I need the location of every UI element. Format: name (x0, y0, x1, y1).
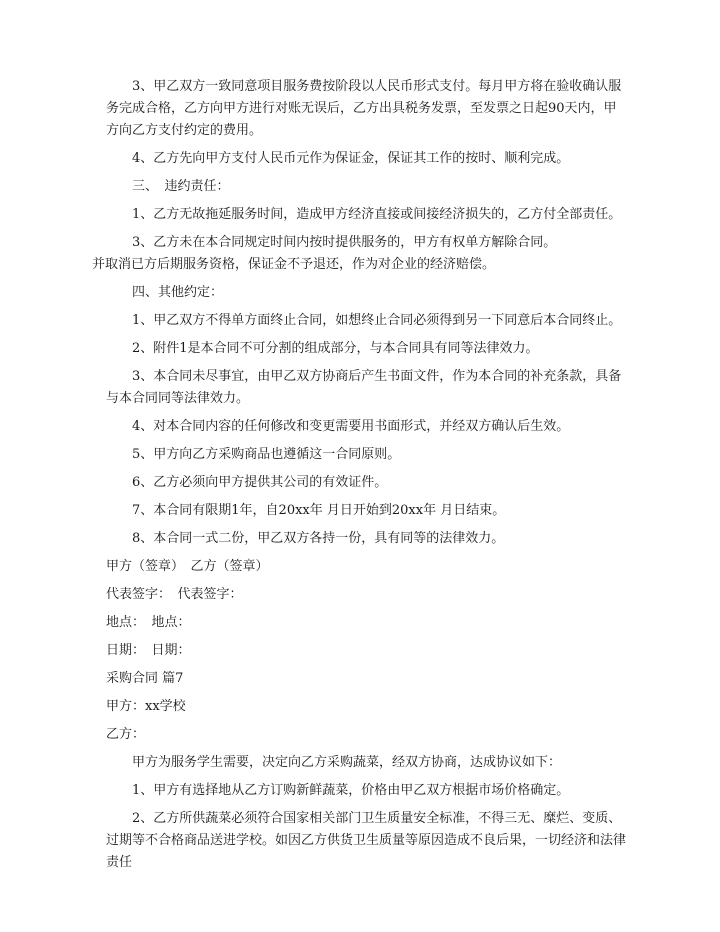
location-line: 地点： 地点： (106, 615, 191, 630)
other-clause-8: 8、本合同一式二份，甲乙双方各持一份，具有同等的法律效力。 (132, 531, 505, 546)
agreement-clause-2: 2、乙方所供蔬菜必须符合国家相关部门卫生质量安全标准，不得三无、糜烂、变质、过期等不合格商品送进学校。如因乙方供货卫生质量等原因造成不良后果，一切经济和法律责任 (106, 811, 627, 870)
section-heading-breach: 三、 违约责任： (132, 179, 230, 194)
breach-clause-3: 3、乙方未在本合同规定时间内按时提供服务的，甲方有权单方解除合同。 (132, 235, 557, 250)
date-line: 日期： 日期： (106, 643, 191, 658)
other-clause-7: 7、本合同有限期1年，自20xx年 月日开始到20xx年 月日结束。 (132, 503, 506, 518)
breach-clause-1: 1、乙方无故拖延服务时间，造成甲方经济直接或间接经济损失的，乙方付全部责任。 (132, 207, 622, 222)
other-clause-2: 2、附件1是本合同不可分割的组成部分，与本合同具有同等法律效力。 (132, 341, 539, 356)
representative-line: 代表签字： 代表签字： (106, 587, 243, 602)
section-heading-other: 四、其他约定： (132, 285, 224, 300)
other-clause-5: 5、甲方向乙方采购商品也遵循这一合同原则。 (132, 447, 401, 462)
other-clause-3: 3、本合同未尽事宜，由甲乙双方协商后产生书面文件，作为本合同的补充条款，具备与本合同同等法律效力。 (106, 369, 622, 406)
other-clause-1: 1、甲乙双方不得单方面终止合同，如想终止合同必须得到另一下同意后本合同终止。 (132, 313, 622, 328)
document-body (92, 76, 627, 874)
other-clause-4: 4、对本合同内容的任何修改和变更需要用书面形式，并经双方确认后生效。 (132, 419, 570, 434)
party-b: 乙方： (106, 727, 146, 742)
clause-4-deposit: 4、乙方先向甲方支付人民币元作为保证金，保证其工作的按时、顺利完成。 (132, 151, 570, 166)
contract-title: 采购合同 篇7 (106, 671, 184, 686)
breach-clause-3-continued: 并取消已方后期服务资格，保证金不予退还，作为对企业的经济赔偿。 (92, 257, 496, 272)
agreement-clause-1: 1、甲方有选择地从乙方订购新鲜蔬菜，价格由甲乙双方根据市场价格确定。 (132, 783, 570, 798)
signature-line: 甲方（签章） 乙方（签章） (106, 559, 269, 574)
party-a: 甲方：xx学校 (106, 699, 186, 714)
clause-3-payment: 3、甲乙双方一致同意项目服务费按阶段以人民币形式支付。每月甲方将在验收确认服务完成合格，乙方向甲方进行对账无误后，乙方出具税务发票，至发票之日起90天内，甲方向乙方支付约定的费用。 (106, 79, 622, 138)
other-clause-6: 6、乙方必须向甲方提供其公司的有效证件。 (132, 475, 388, 490)
agreement-intro: 甲方为服务学生需要，决定向乙方采购蔬菜，经双方协商，达成协议如下： (132, 755, 562, 770)
